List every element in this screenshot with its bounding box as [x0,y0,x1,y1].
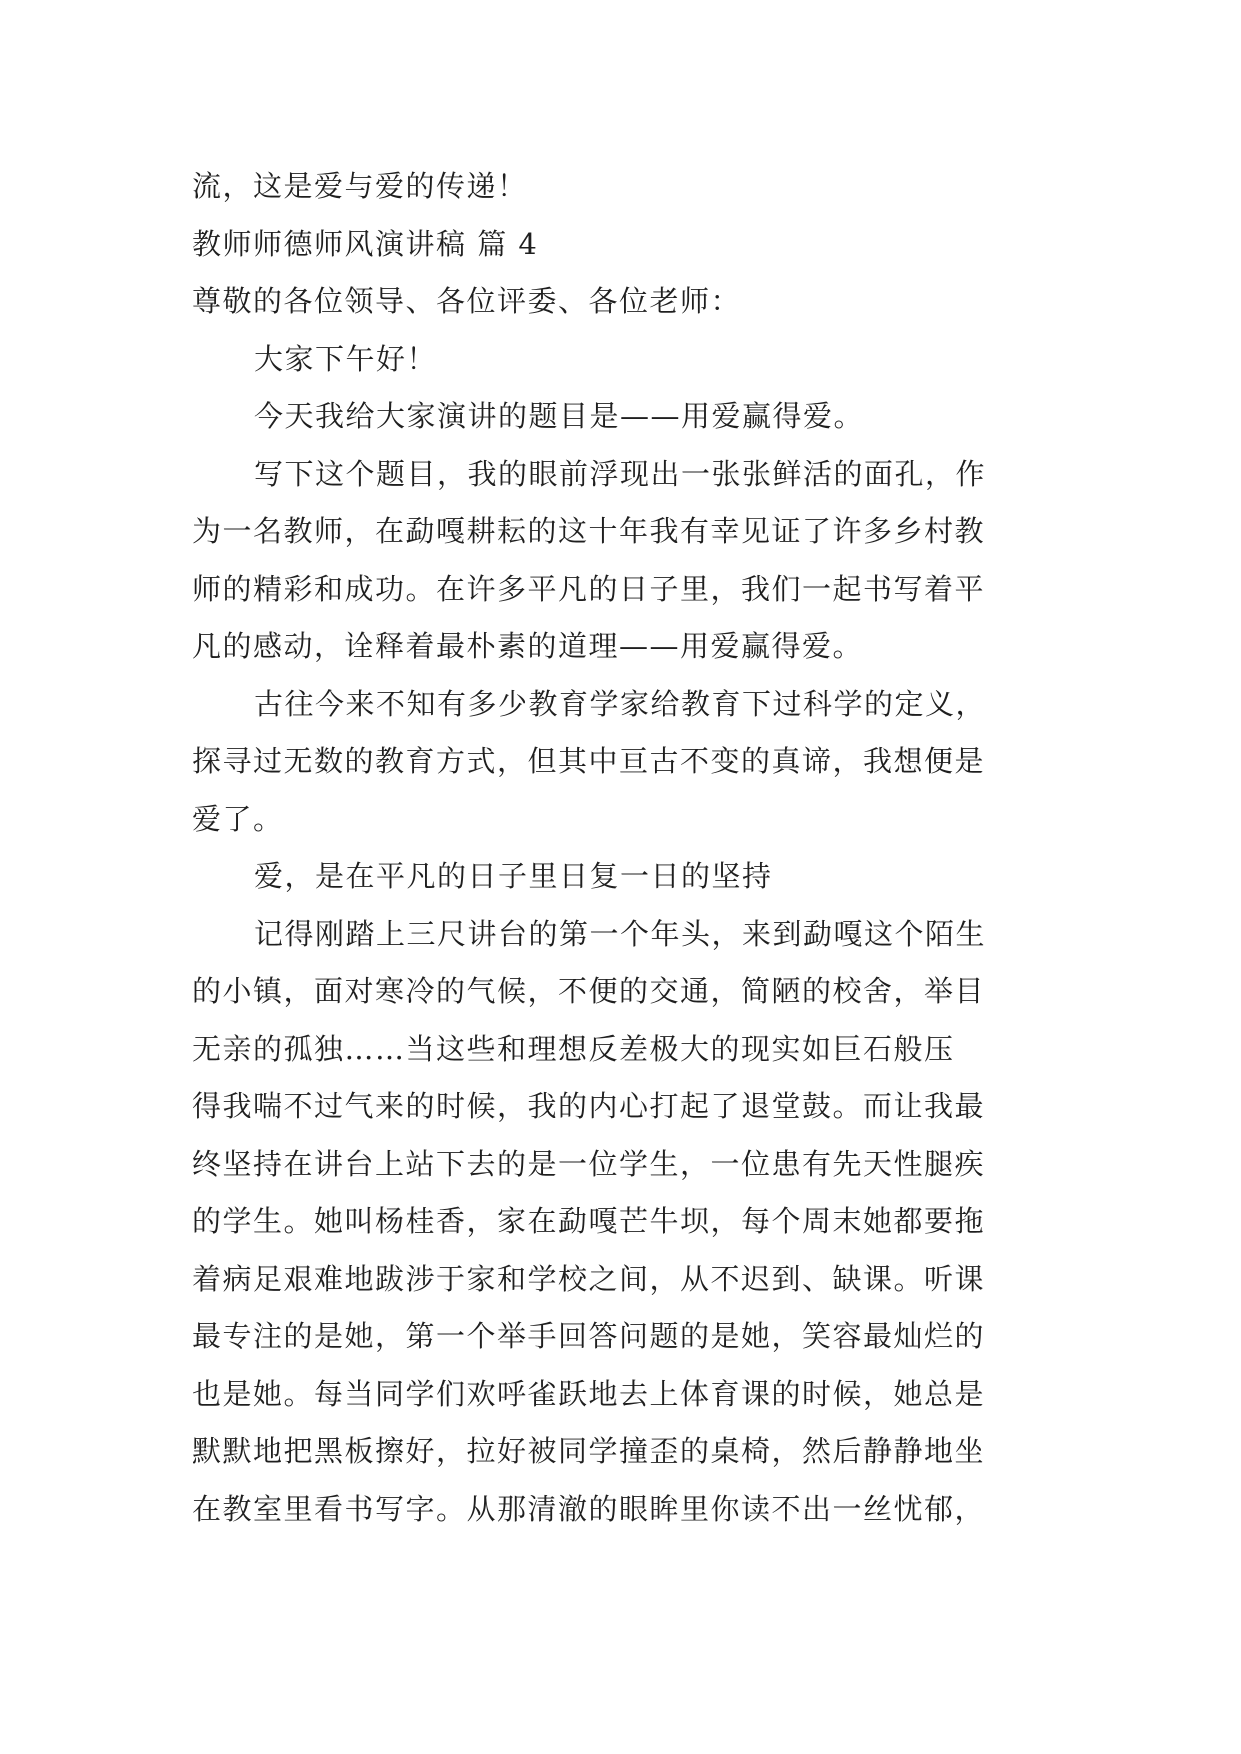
salutation: 尊敬的各位领导、各位评委、各位老师： [192,284,742,318]
text-line: 着病足艰难地跋涉于家和学校之间，从不迟到、缺课。听课 [192,1261,986,1296]
text-line: 古往今来不知有多少教育学家给教育下过科学的定义， [254,686,987,721]
text-line: 流，这是爱与爱的传递！ [192,169,528,203]
text-line: 写下这个题目，我的眼前浮现出一张张鲜活的面孔，作 [254,456,987,491]
text-line: 无亲的孤独……当这些和理想反差极大的现实如巨石般压 [192,1031,955,1066]
text-line: 默默地把黑板擦好，拉好被同学撞歪的桌椅，然后静静地坐 [192,1434,986,1468]
text-line: 也是她。每当同学们欢呼雀跃地去上体育课的时候，她总是 [192,1376,986,1411]
text-line: 爱了。 [192,801,284,836]
text-line: 的学生。她叫杨桂香，家在勐嘎芒牛坝，每个周末她都要拖 [192,1204,986,1238]
text-line: 探寻过无数的教育方式，但其中亘古不变的真谛，我想便是 [192,744,986,778]
text-line: 最专注的是她，第一个举手回答问题的是她，笑容最灿烂的 [192,1319,986,1353]
text-line: 师的精彩和成功。在许多平凡的日子里，我们一起书写着平 [192,571,986,606]
text-line: 今天我给大家演讲的题目是——用爱赢得爱。 [254,399,865,433]
document-body [192,158,1072,1538]
subheading-line: 爱，是在平凡的日子里日复一日的坚持 [254,859,773,893]
text-line: 凡的感动，诠释着最朴素的道理——用爱赢得爱。 [192,629,864,663]
text-line: 的小镇，面对寒冷的气候，不便的交通，简陋的校舍，举目 [192,974,986,1008]
text-line: 为一名教师，在勐嘎耕耘的这十年我有幸见证了许多乡村教 [192,514,986,548]
text-line: 得我喘不过气来的时候，我的内心打起了退堂鼓。而让我最 [192,1089,986,1123]
text-line: 终坚持在讲台上站下去的是一位学生，一位患有先天性腿疾 [192,1146,986,1181]
section-heading: 教师师德师风演讲稿 篇 4 [192,226,539,261]
text-line: 记得刚踏上三尺讲台的第一个年头，来到勐嘎这个陌生 [254,916,987,951]
greeting: 大家下午好！ [254,341,438,376]
text-line: 在教室里看书写字。从那清澈的眼眸里你读不出一丝忧郁， [192,1491,986,1526]
